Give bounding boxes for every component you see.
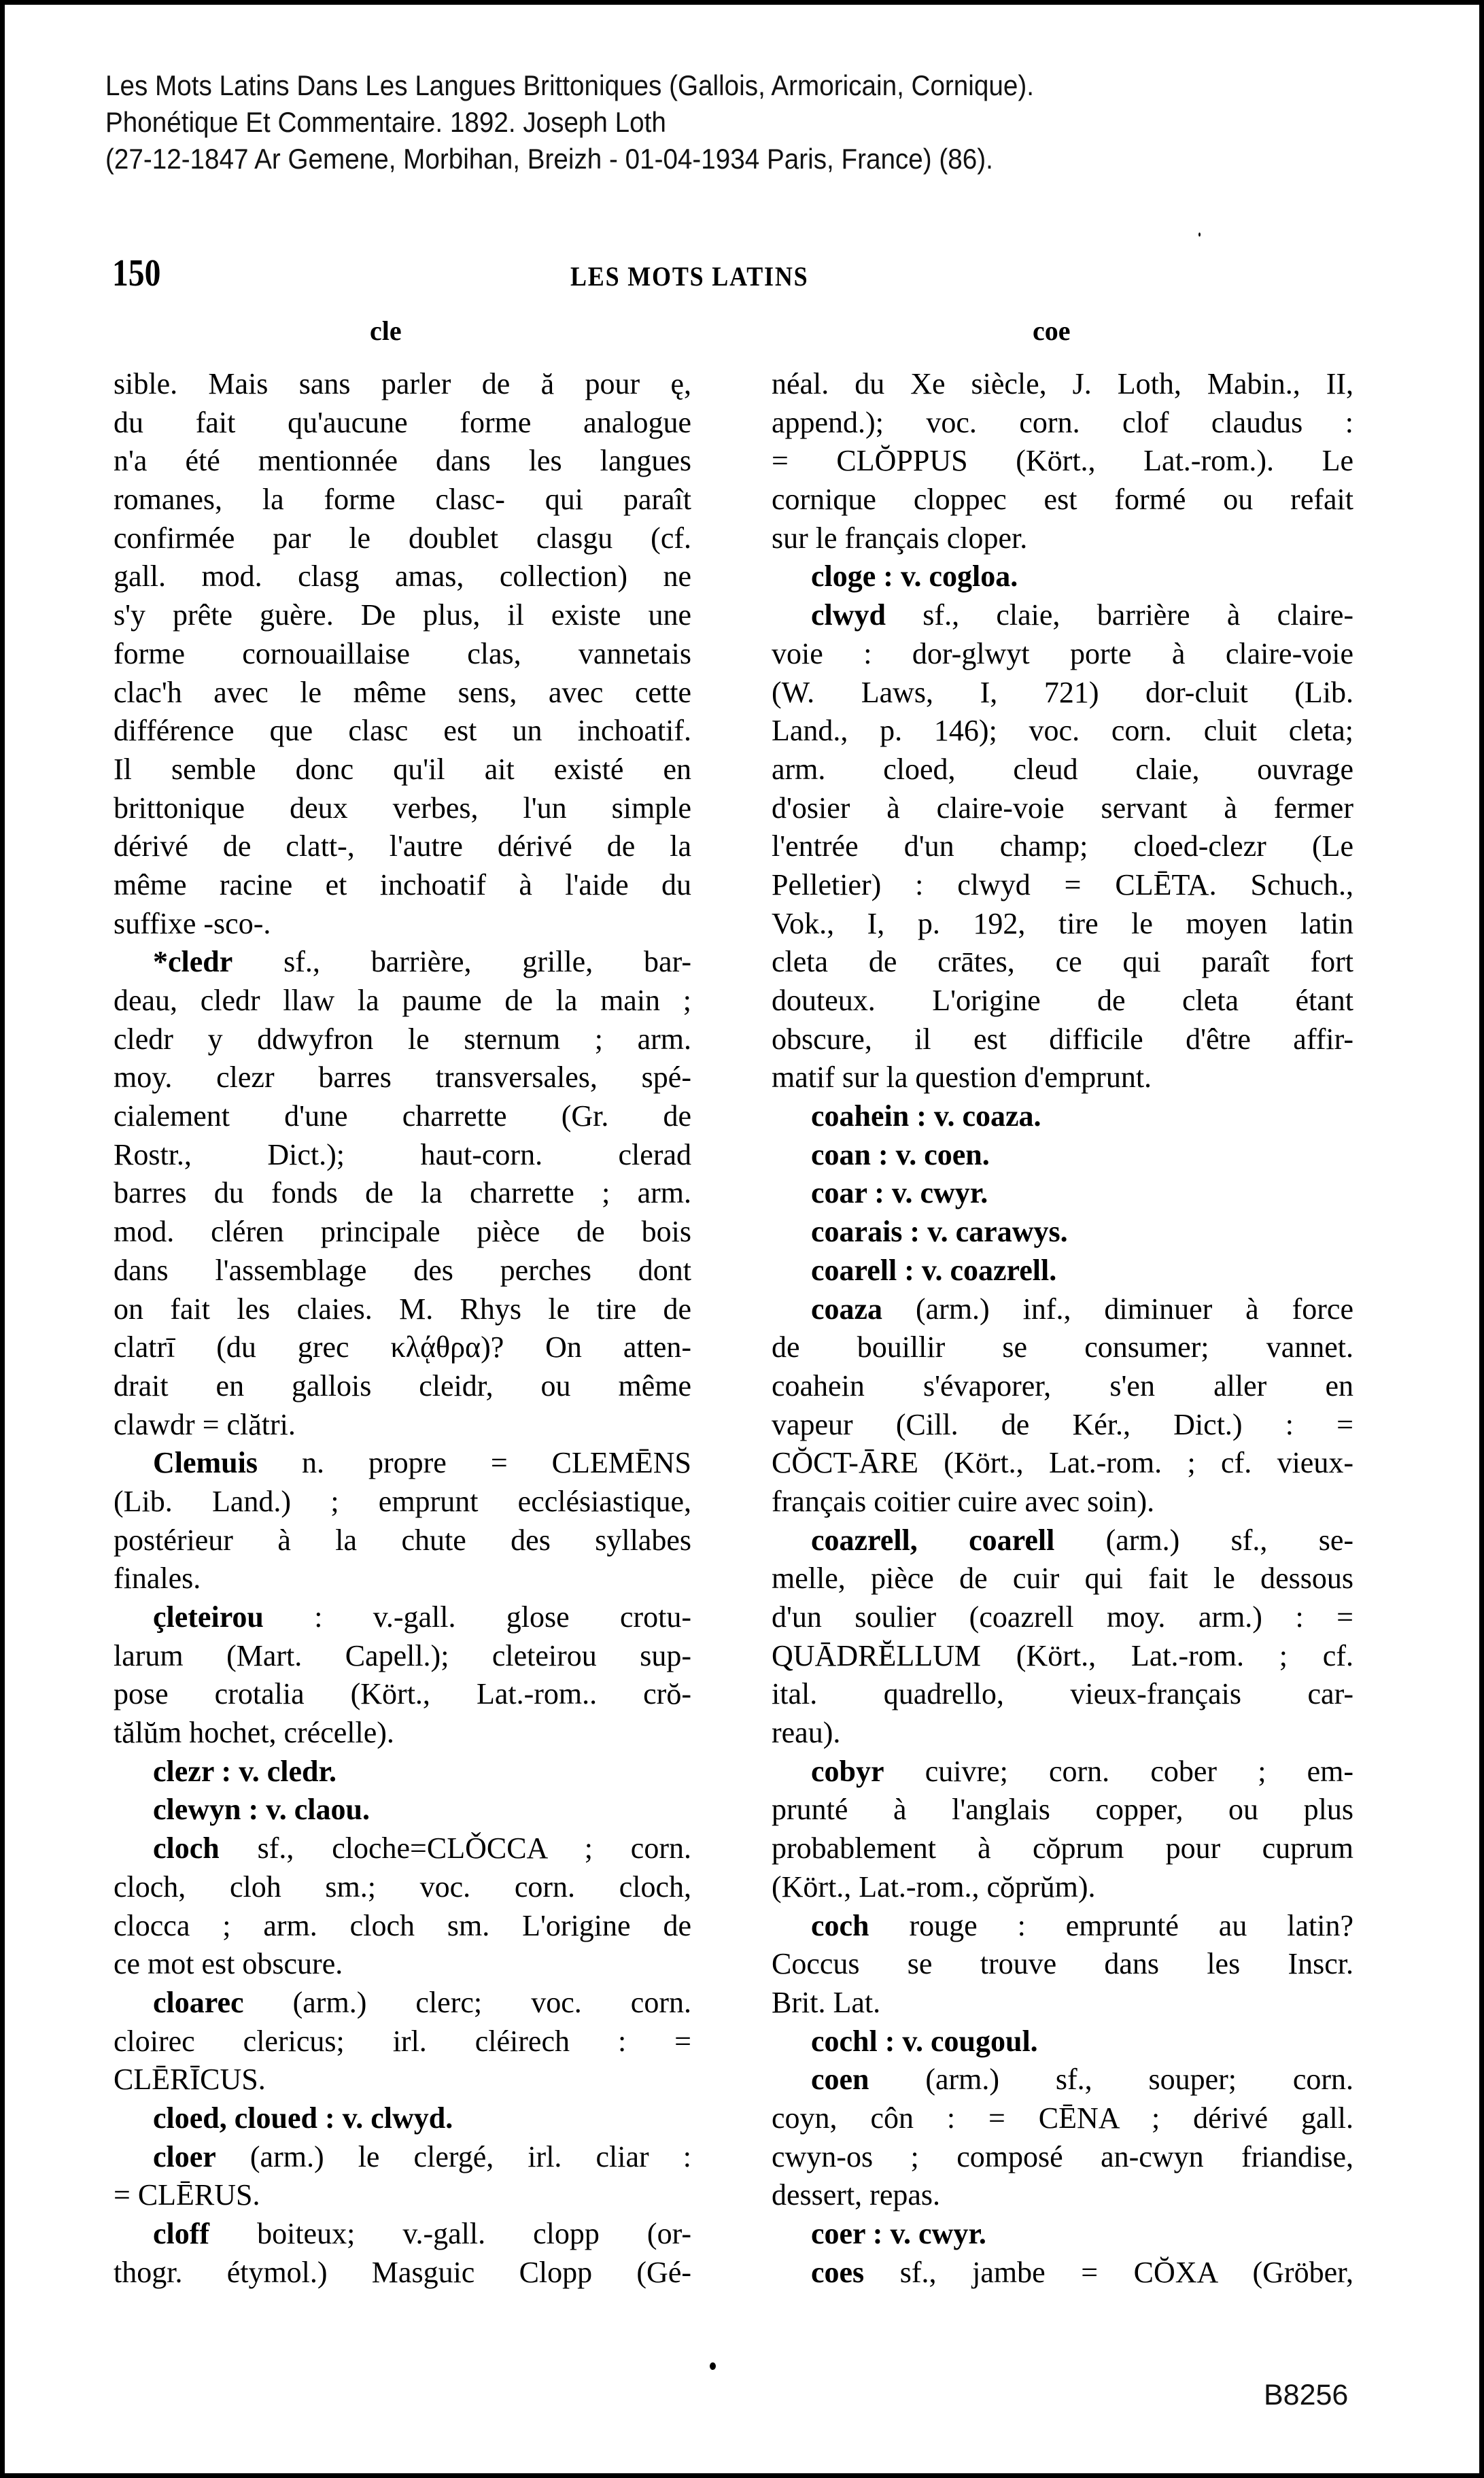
text-line: CLĒRĪCUS. <box>114 2063 266 2097</box>
entry-coch: coch rouge : emprunté au latin? <box>811 1908 1353 1942</box>
text-line: cleta de crātes, ce qui paraît fort <box>772 945 1353 979</box>
headword: coch <box>811 1908 869 1942</box>
text-line: même racine et inchoatif à l'aide du <box>114 867 691 901</box>
text-line: sible. Mais sans parler de ă pour ę, <box>114 367 691 400</box>
left-column <box>114 365 691 2292</box>
text-line: cwyn-os ; composé an-cwyn friandise, <box>772 2139 1353 2173</box>
text-line: thogr. étymol.) Masguic Clopp (Gé- <box>114 2255 691 2289</box>
text-line: cialement d'une charrette (Gr. de <box>114 1099 691 1133</box>
scanned-page <box>5 5 1479 2473</box>
text-line: d'un soulier (coazrell moy. arm.) : = <box>772 1600 1353 1634</box>
entry-coen: coen (arm.) sf., souper; corn. <box>811 2063 1353 2097</box>
entry-coarell: coarell : v. coazrell. <box>811 1253 1057 1287</box>
text-line: Pelletier) : clwyd = CLĒTA. Schuch., <box>772 867 1353 901</box>
text-line: drait en gallois cleidr, ou même <box>114 1369 691 1403</box>
text-line: cloch, cloh sm.; voc. corn. cloch, <box>114 1870 691 1904</box>
headword: cloch <box>153 1831 220 1865</box>
text-line: Rostr., Dict.); haut-corn. clerad <box>114 1137 691 1171</box>
text-line: CŎCT-ĀRE (Kört., Lat.-rom. ; cf. vieux- <box>772 1446 1353 1480</box>
text-line: dans l'assemblage des perches dont <box>114 1253 691 1287</box>
entry-cochl: cochl : v. cougoul. <box>811 2024 1038 2058</box>
entry-cloge: cloge : v. cogloa. <box>811 560 1018 593</box>
text-line: ital. quadrello, vieux-français car- <box>772 1677 1353 1711</box>
headword: coar <box>811 1215 868 1249</box>
text-line: = CLŎPPUS (Kört., Lat.-rom.). Le <box>772 444 1353 478</box>
text-line: ce mot est obscure. <box>114 1947 343 1981</box>
text-line: Il semble donc qu'il ait existé en <box>114 752 691 786</box>
text-line: douteux. L'origine de cleta étant <box>772 984 1353 1017</box>
entry-cloed: cloed, cloued : v. clwyd. <box>153 2101 453 2135</box>
entry-clemuis: Clemuis n. propre = CLEMĒNS <box>153 1446 691 1480</box>
text-line: romanes, la forme clasc- qui paraît <box>114 483 691 517</box>
entry-clewyn: clewyn : v. claou. <box>153 1793 370 1827</box>
text-line: n'a été mentionnée dans les langues <box>114 444 691 478</box>
book-metadata <box>105 67 1294 177</box>
headword: coahein <box>811 1099 910 1133</box>
text-line: Coccus se trouve dans les Inscr. <box>772 1947 1353 1981</box>
text-line: cornique cloppec est formé ou refait <box>772 483 1353 517</box>
text-line: coyn, côn : = CĒNA ; dérivé gall. <box>772 2101 1353 2135</box>
entry-cloarec: cloarec (arm.) clerc; voc. corn. <box>153 1985 691 2019</box>
headword: coch <box>811 2024 869 2058</box>
text-line: d'osier à claire-voie servant à fermer <box>772 791 1353 825</box>
text-line: = CLĒRUS. <box>114 2178 260 2212</box>
text-line: append.); voc. corn. clof claudus : <box>772 405 1353 439</box>
text-line: clatrī (du grec κλᾴθρα)? On atten- <box>114 1330 691 1364</box>
text-line: probablement à cŏprum pour cuprum <box>772 1831 1353 1865</box>
text-line: clac'h avec le même sens, avec cette <box>114 675 691 709</box>
text-line: obscure, il est difficile d'être affir- <box>772 1022 1353 1056</box>
headword: cobyr <box>811 1754 884 1788</box>
entry-coer: coer : v. cwyr. <box>811 2217 986 2250</box>
entry-coahein: coahein : v. coaza. <box>811 1099 1041 1133</box>
entry-coaza: coaza (arm.) inf., diminuer à force <box>811 1292 1353 1326</box>
text-line: s'y prête guère. De plus, il existe une <box>114 598 691 632</box>
metadata-line: (27-12-1847 Ar Gemene, Morbihan, Breizh - 01-04-1934 Paris, France) (86). <box>105 143 993 175</box>
entry-clezr: clezr : v. cledr. <box>153 1754 337 1788</box>
headword: cloarec <box>153 1985 244 2019</box>
text-line: gall. mod. clasg amas, collection) ne <box>114 560 691 593</box>
text-line: coahein s'évaporer, s'en aller en <box>772 1369 1353 1403</box>
entry-clwyd: clwyd sf., claie, barrière à claire- <box>811 598 1353 632</box>
text-line: finales. <box>114 1562 201 1596</box>
text-line: cloirec clericus; irl. cléirech : = <box>114 2024 691 2058</box>
text-line: on fait les claies. M. Rhys le tire de <box>114 1292 691 1326</box>
text-line: arm. cloed, cleud claie, ouvrage <box>772 752 1353 786</box>
entry-cledr: *cledr sf., barrière, grille, bar- <box>153 945 691 979</box>
running-title: LES MOTS LATINS <box>570 261 809 292</box>
entry-coazrell: coazrell, coarell (arm.) sf., se- <box>811 1523 1353 1557</box>
entry-cobyr: cobyr cuivre; corn. cober ; em- <box>811 1754 1353 1788</box>
headword: coer <box>811 2217 865 2250</box>
entry-coes: coes sf., jambe = CŎXA (Gröber, <box>811 2255 1353 2289</box>
text-line: clawdr = clătri. <box>114 1407 296 1441</box>
headword: coar <box>811 1253 867 1287</box>
text-line: dérivé de clatt-, l'autre dérivé de la <box>114 829 691 863</box>
entry-cloff: cloff boiteux; v.-gall. clopp (or- <box>153 2217 691 2250</box>
headword: coar <box>811 1176 867 1210</box>
headword: cloff <box>153 2217 210 2250</box>
text-line: de bouillir se consumer; vannet. <box>772 1330 1353 1364</box>
text-line: l'entrée d'un champ; cloed-clezr (Le <box>772 829 1353 863</box>
right-column-guide-word: coe <box>1033 315 1071 346</box>
text-line: QUĀDRĔLLUM (Kört., Lat.-rom. ; cf. <box>772 1638 1353 1672</box>
entry-cleteirou: çleteirou : v.-gall. glose crotu- <box>153 1600 691 1634</box>
text-line: larum (Mart. Capell.); cleteirou sup- <box>114 1638 691 1672</box>
page-number: 150 <box>112 252 161 294</box>
text-line: français coitier cuire avec soin). <box>772 1484 1155 1518</box>
reference-code: B8256 <box>1264 2379 1349 2411</box>
metadata-line: Phonétique Et Commentaire. 1892. Joseph Loth <box>105 106 666 138</box>
text-line: (Lib. Land.) ; emprunt ecclésiastique, <box>114 1484 691 1518</box>
text-line: Brit. Lat. <box>772 1985 881 2019</box>
text-line: melle, pièce de cuir qui fait le dessous <box>772 1562 1353 1596</box>
running-head <box>5 253 1479 294</box>
headword: coaza <box>811 1292 883 1326</box>
text-line: Vok., I, p. 192, tire le moyen latin <box>772 906 1353 940</box>
headword: clewyn <box>153 1793 241 1827</box>
text-line: sur le français cloper. <box>772 521 1028 555</box>
headword: Clemuis <box>153 1446 258 1480</box>
text-line: brittonique deux verbes, l'un simple <box>114 791 691 825</box>
headword: coan <box>811 1137 871 1171</box>
text-line: clocca ; arm. cloch sm. L'origine de <box>114 1908 691 1942</box>
headword: cloer <box>153 2139 216 2173</box>
headword: coes <box>811 2255 865 2289</box>
headword: cloed, cloued <box>153 2101 317 2135</box>
text-line: Land., p. 146); voc. corn. cluit cleta; <box>772 714 1353 748</box>
print-speck <box>1198 233 1201 237</box>
text-line: deau, cledr llaw la paume de la main ; <box>114 984 691 1017</box>
text-line: néal. du Xe siècle, J. Loth, Mabin., II, <box>772 367 1353 400</box>
text-line: du fait qu'aucune forme analogue <box>114 405 691 439</box>
text-line: cledr y ddwyfron le sternum ; arm. <box>114 1022 691 1056</box>
entry-coarais: coarais : v. carawys. <box>811 1215 1068 1249</box>
entry-cloer: cloer (arm.) le clergé, irl. cliar : <box>153 2139 691 2173</box>
headword: çleteirou <box>153 1600 264 1634</box>
left-column-guide-word: cle <box>370 315 402 346</box>
text-line: confirmée par le doublet clasgu (cf. <box>114 521 691 555</box>
headword: *cledr <box>153 945 233 979</box>
text-line: prunté à l'anglais copper, ou plus <box>772 1793 1353 1827</box>
text-line: barres du fonds de la charrette ; arm. <box>114 1176 691 1210</box>
entry-coar: coar : v. cwyr. <box>811 1176 988 1210</box>
headword: coen <box>811 2063 869 2097</box>
text-line: suffixe -sco-. <box>114 906 271 940</box>
entry-coan: coan : v. coen. <box>811 1137 990 1171</box>
text-line: moy. clezr barres transversales, spé- <box>114 1061 691 1095</box>
text-line: (Kört., Lat.-rom., cŏprŭm). <box>772 1870 1096 1904</box>
right-column <box>772 365 1353 2292</box>
text-line: vapeur (Cill. de Kér., Dict.) : = <box>772 1407 1353 1441</box>
print-speck <box>710 2362 716 2370</box>
text-line: dessert, repas. <box>772 2178 941 2212</box>
text-line: pose crotalia (Kört., Lat.-rom.. crŏ- <box>114 1677 691 1711</box>
text-line: mod. cléren principale pièce de bois <box>114 1215 691 1249</box>
text-line: reau). <box>772 1716 841 1750</box>
text-line: différence que clasc est un inchoatif. <box>114 714 691 748</box>
metadata-line: Les Mots Latins Dans Les Langues Brittoniques (Gallois, Armoricain, Cornique). <box>105 69 1034 101</box>
text-line: matif sur la question d'emprunt. <box>772 1061 1152 1095</box>
headword: cloge <box>811 560 876 593</box>
text-line: tălŭm hochet, crécelle). <box>114 1716 394 1750</box>
headword: coazrell, coarell <box>811 1523 1055 1557</box>
headword: clwyd <box>811 598 886 632</box>
text-line: postérieur à la chute des syllabes <box>114 1523 691 1557</box>
text-line: (W. Laws, I, 721) dor-cluit (Lib. <box>772 675 1353 709</box>
text-line: forme cornouaillaise clas, vannetais <box>114 636 691 670</box>
text-line: voie : dor-glwyt porte à claire-voie <box>772 636 1353 670</box>
headword: clezr <box>153 1754 214 1788</box>
entry-cloch: cloch sf., cloche=CLǑCCA ; corn. <box>153 1831 691 1865</box>
